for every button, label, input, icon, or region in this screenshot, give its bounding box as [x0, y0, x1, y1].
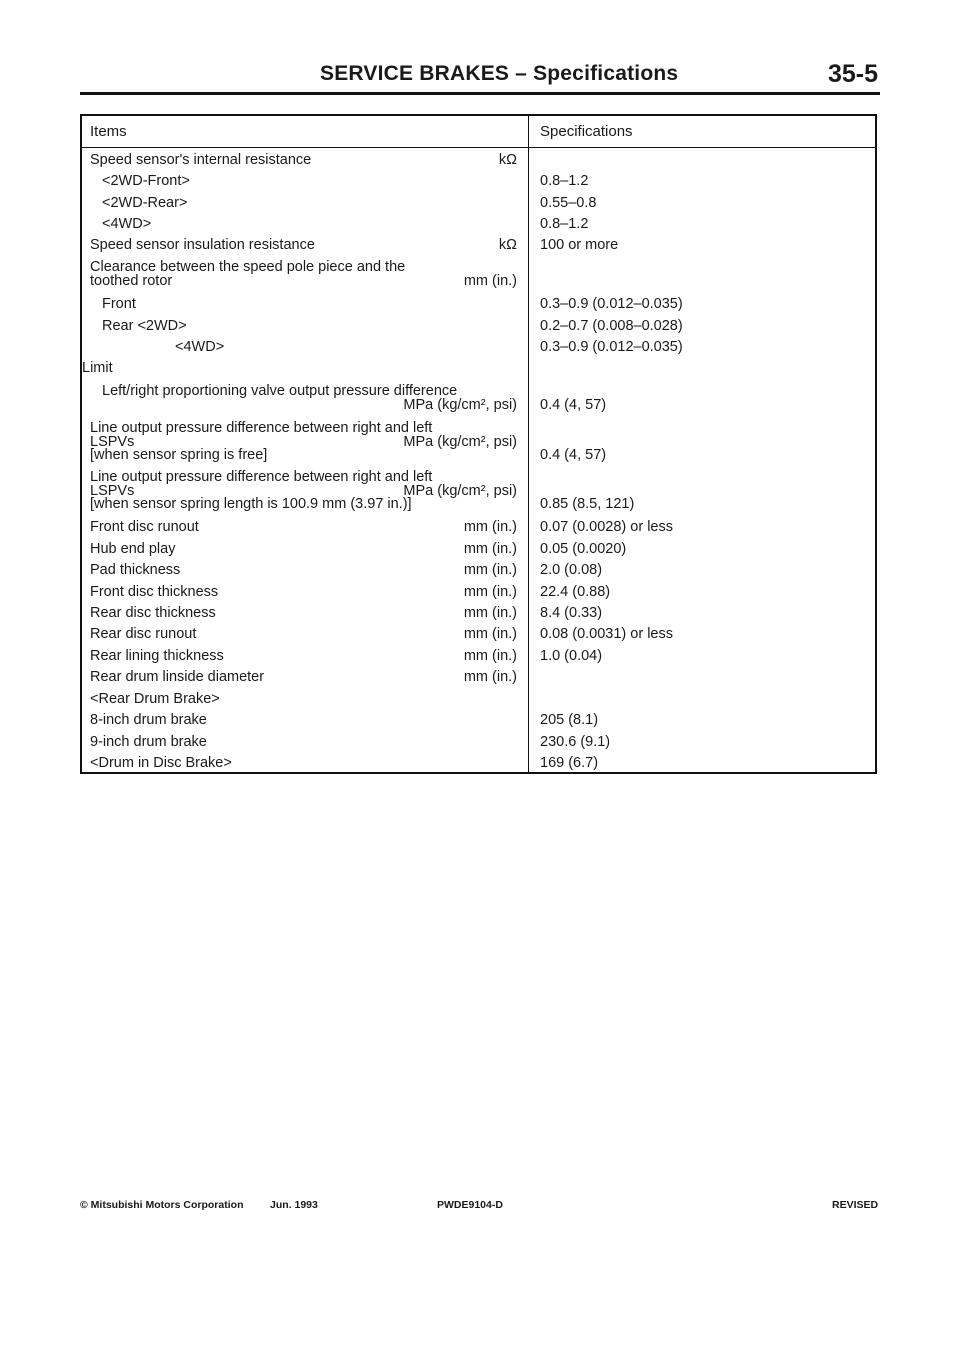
- item-label: <2WD-Front>: [102, 173, 190, 189]
- item-label: 9-inch drum brake: [90, 734, 207, 750]
- column-header-specifications: Specifications: [540, 123, 633, 140]
- header-rule: [80, 92, 880, 95]
- item-cell: [82, 736, 517, 749]
- item-label: <4WD>: [102, 216, 152, 232]
- page-number: 35-5: [827, 60, 878, 88]
- item-label: Left/right proportioning valve output pressure difference: [102, 383, 458, 399]
- unit-label: MPa (kg/cm², psi): [403, 434, 517, 450]
- item-cell: [82, 543, 517, 556]
- unit-label: mm (in.): [463, 605, 517, 621]
- item-label: LSPVs: [90, 434, 135, 450]
- spec-value: 205 (8.1): [540, 712, 599, 728]
- item-label: <Rear Drum Brake>: [90, 691, 220, 707]
- footer-copyright: © Mitsubishi Motors Corporation: [80, 1199, 244, 1211]
- footer-date: Jun. 1993: [270, 1199, 318, 1211]
- item-label: Rear lining thickness: [90, 648, 224, 664]
- item-cell: [82, 362, 517, 375]
- spec-value: 0.85 (8.5, 121): [540, 496, 635, 512]
- specifications-table: [80, 114, 877, 774]
- unit-label: kΩ: [498, 237, 517, 253]
- spec-value: 2.0 (0.08): [540, 562, 603, 578]
- item-cell: [82, 607, 517, 620]
- item-label: <2WD-Rear>: [102, 195, 188, 211]
- item-label: 8-inch drum brake: [90, 712, 207, 728]
- item-label: Line output pressure difference between right and left: [90, 469, 433, 485]
- item-label: Rear drum linside diameter: [90, 669, 265, 685]
- item-cell: [82, 154, 517, 167]
- item-cell: [82, 564, 517, 577]
- item-cell: [82, 275, 517, 288]
- spec-value: 8.4 (0.33): [540, 605, 603, 621]
- item-cell: [82, 239, 517, 252]
- item-label: Front: [102, 296, 136, 312]
- item-label: Rear disc runout: [90, 626, 197, 642]
- item-cell: [82, 298, 517, 311]
- column-divider: [528, 116, 529, 772]
- item-label: LSPVs: [90, 483, 135, 499]
- item-label: [when sensor spring length is 100.9 mm (3.97 in.)]: [90, 496, 412, 512]
- header-divider: [82, 147, 875, 148]
- spec-value: 0.4 (4, 57): [540, 447, 607, 463]
- spec-value: 0.05 (0.0020): [540, 541, 627, 557]
- item-cell: [82, 341, 517, 354]
- spec-value: 0.8–1.2: [540, 216, 589, 232]
- unit-label: mm (in.): [463, 273, 517, 289]
- item-label: Rear disc thickness: [90, 605, 216, 621]
- item-cell: [82, 197, 517, 210]
- unit-label: mm (in.): [463, 562, 517, 578]
- spec-value: 100 or more: [540, 237, 619, 253]
- item-label: <4WD>: [175, 339, 225, 355]
- spec-value: 0.3–0.9 (0.012–0.035): [540, 339, 683, 355]
- item-cell: [82, 175, 517, 188]
- item-cell: [82, 218, 517, 231]
- spec-value: 0.3–0.9 (0.012–0.035): [540, 296, 683, 312]
- unit-label: mm (in.): [463, 626, 517, 642]
- unit-label: mm (in.): [463, 648, 517, 664]
- item-label: Limit: [82, 360, 113, 376]
- item-cell: [82, 498, 517, 511]
- item-label: <Drum in Disc Brake>: [90, 755, 232, 771]
- item-label: toothed rotor: [90, 273, 173, 289]
- unit-label: kΩ: [498, 152, 517, 168]
- spec-value: 169 (6.7): [540, 755, 599, 771]
- unit-label: MPa (kg/cm², psi): [403, 483, 517, 499]
- footer-revision-status: REVISED: [832, 1199, 879, 1211]
- item-label: Speed sensor's internal resistance: [90, 152, 312, 168]
- spec-value: 0.55–0.8: [540, 195, 597, 211]
- unit-label: mm (in.): [463, 669, 517, 685]
- item-label: Rear <2WD>: [102, 318, 187, 334]
- item-cell: [82, 586, 517, 599]
- item-label: Speed sensor insulation resistance: [90, 237, 315, 253]
- item-cell: [82, 693, 517, 706]
- spec-value: 0.8–1.2: [540, 173, 589, 189]
- spec-value: 230.6 (9.1): [540, 734, 611, 750]
- item-cell: [82, 628, 517, 641]
- spec-value: 0.2–0.7 (0.008–0.028): [540, 318, 683, 334]
- item-cell: [82, 521, 517, 534]
- item-label: Line output pressure difference between right and left: [90, 420, 433, 436]
- item-cell: [82, 449, 517, 462]
- item-label: Front disc runout: [90, 519, 199, 535]
- item-label: Pad thickness: [90, 562, 181, 578]
- item-cell: [82, 399, 517, 412]
- item-label: [when sensor spring is free]: [90, 447, 268, 463]
- item-label: Clearance between the speed pole piece and the: [90, 259, 406, 275]
- item-cell: [82, 714, 517, 727]
- unit-label: mm (in.): [463, 584, 517, 600]
- unit-label: MPa (kg/cm², psi): [403, 397, 517, 413]
- spec-value: 0.07 (0.0028) or less: [540, 519, 673, 535]
- item-cell: [82, 320, 517, 333]
- spec-value: 0.4 (4, 57): [540, 397, 607, 413]
- item-cell: [82, 650, 517, 663]
- unit-label: mm (in.): [463, 541, 517, 557]
- footer-document-code: PWDE9104-D: [437, 1199, 503, 1211]
- item-label: Front disc thickness: [90, 584, 219, 600]
- item-cell: [82, 757, 517, 770]
- item-cell: [82, 671, 517, 684]
- spec-value: 0.08 (0.0031) or less: [540, 626, 673, 642]
- spec-value: 22.4 (0.88): [540, 584, 611, 600]
- item-label: Hub end play: [90, 541, 176, 557]
- column-header-items: Items: [90, 123, 127, 140]
- spec-value: 1.0 (0.04): [540, 648, 603, 664]
- unit-label: mm (in.): [463, 519, 517, 535]
- page-title: SERVICE BRAKES – Specifications: [320, 62, 679, 85]
